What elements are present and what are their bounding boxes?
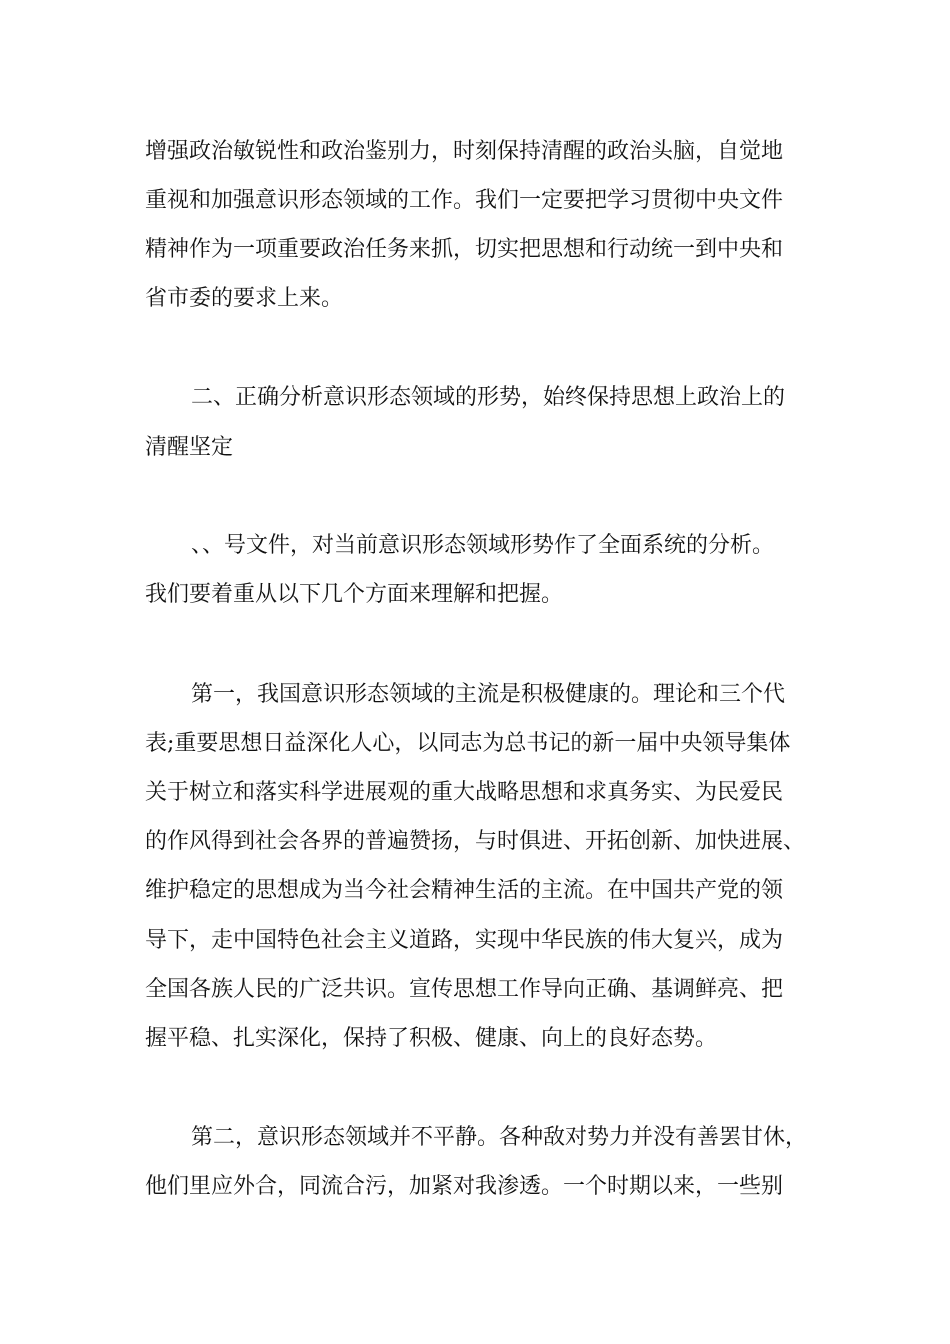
text-line: 我们要着重从以下几个方面来理解和把握。 xyxy=(145,582,564,607)
heading-line: 清醒坚定 xyxy=(145,435,234,460)
text-line: 握平稳、扎实深化，保持了积极、健康、向上的良好态势。 xyxy=(145,1026,718,1051)
text-line: 表;重要思想日益深化人心，以同志为总书记的新一届中央领导集体 xyxy=(145,731,791,756)
text-line: 重视和加强意识形态领域的工作。我们一定要把学习贯彻中央文件 xyxy=(145,188,784,213)
text-line: 维护稳定的思想成为当今社会精神生活的主流。在中国共产党的领 xyxy=(145,878,784,903)
text-line: 关于树立和落实科学进展观的重大战略思想和求真务实、为民爱民 xyxy=(145,780,784,805)
text-line: 、、号文件，对当前意识形态领域形势作了全面系统的分析。 xyxy=(191,533,775,558)
text-line: 导下，走中国特色社会主义道路，实现中华民族的伟大复兴，成为 xyxy=(145,928,784,953)
text-line: 省市委的要求上来。 xyxy=(145,286,344,311)
text-line: 第一，我国意识形态领域的主流是积极健康的。理论和三个代 xyxy=(191,682,786,707)
text-line: 全国各族人民的广泛共识。宣传思想工作导向正确、基调鲜亮、把 xyxy=(145,977,784,1002)
text-line: 精神作为一项重要政治任务来抓，切实把思想和行动统一到中央和 xyxy=(145,237,784,262)
heading-line: 二、正确分析意识形态领域的形势，始终保持思想上政治上的 xyxy=(191,385,786,410)
text-line: 第二，意识形态领域并不平静。各种敌对势力并没有善罢甘休， xyxy=(191,1125,808,1150)
text-line: 他们里应外合，同流合污，加紧对我渗透。一个时期以来，一些别 xyxy=(145,1174,784,1199)
text-line: 的作风得到社会各界的普遍赞扬，与时俱进、开拓创新、加快进展、 xyxy=(145,829,806,854)
text-line: 增强政治敏锐性和政治鉴别力，时刻保持清醒的政治头脑，自觉地 xyxy=(145,139,784,164)
